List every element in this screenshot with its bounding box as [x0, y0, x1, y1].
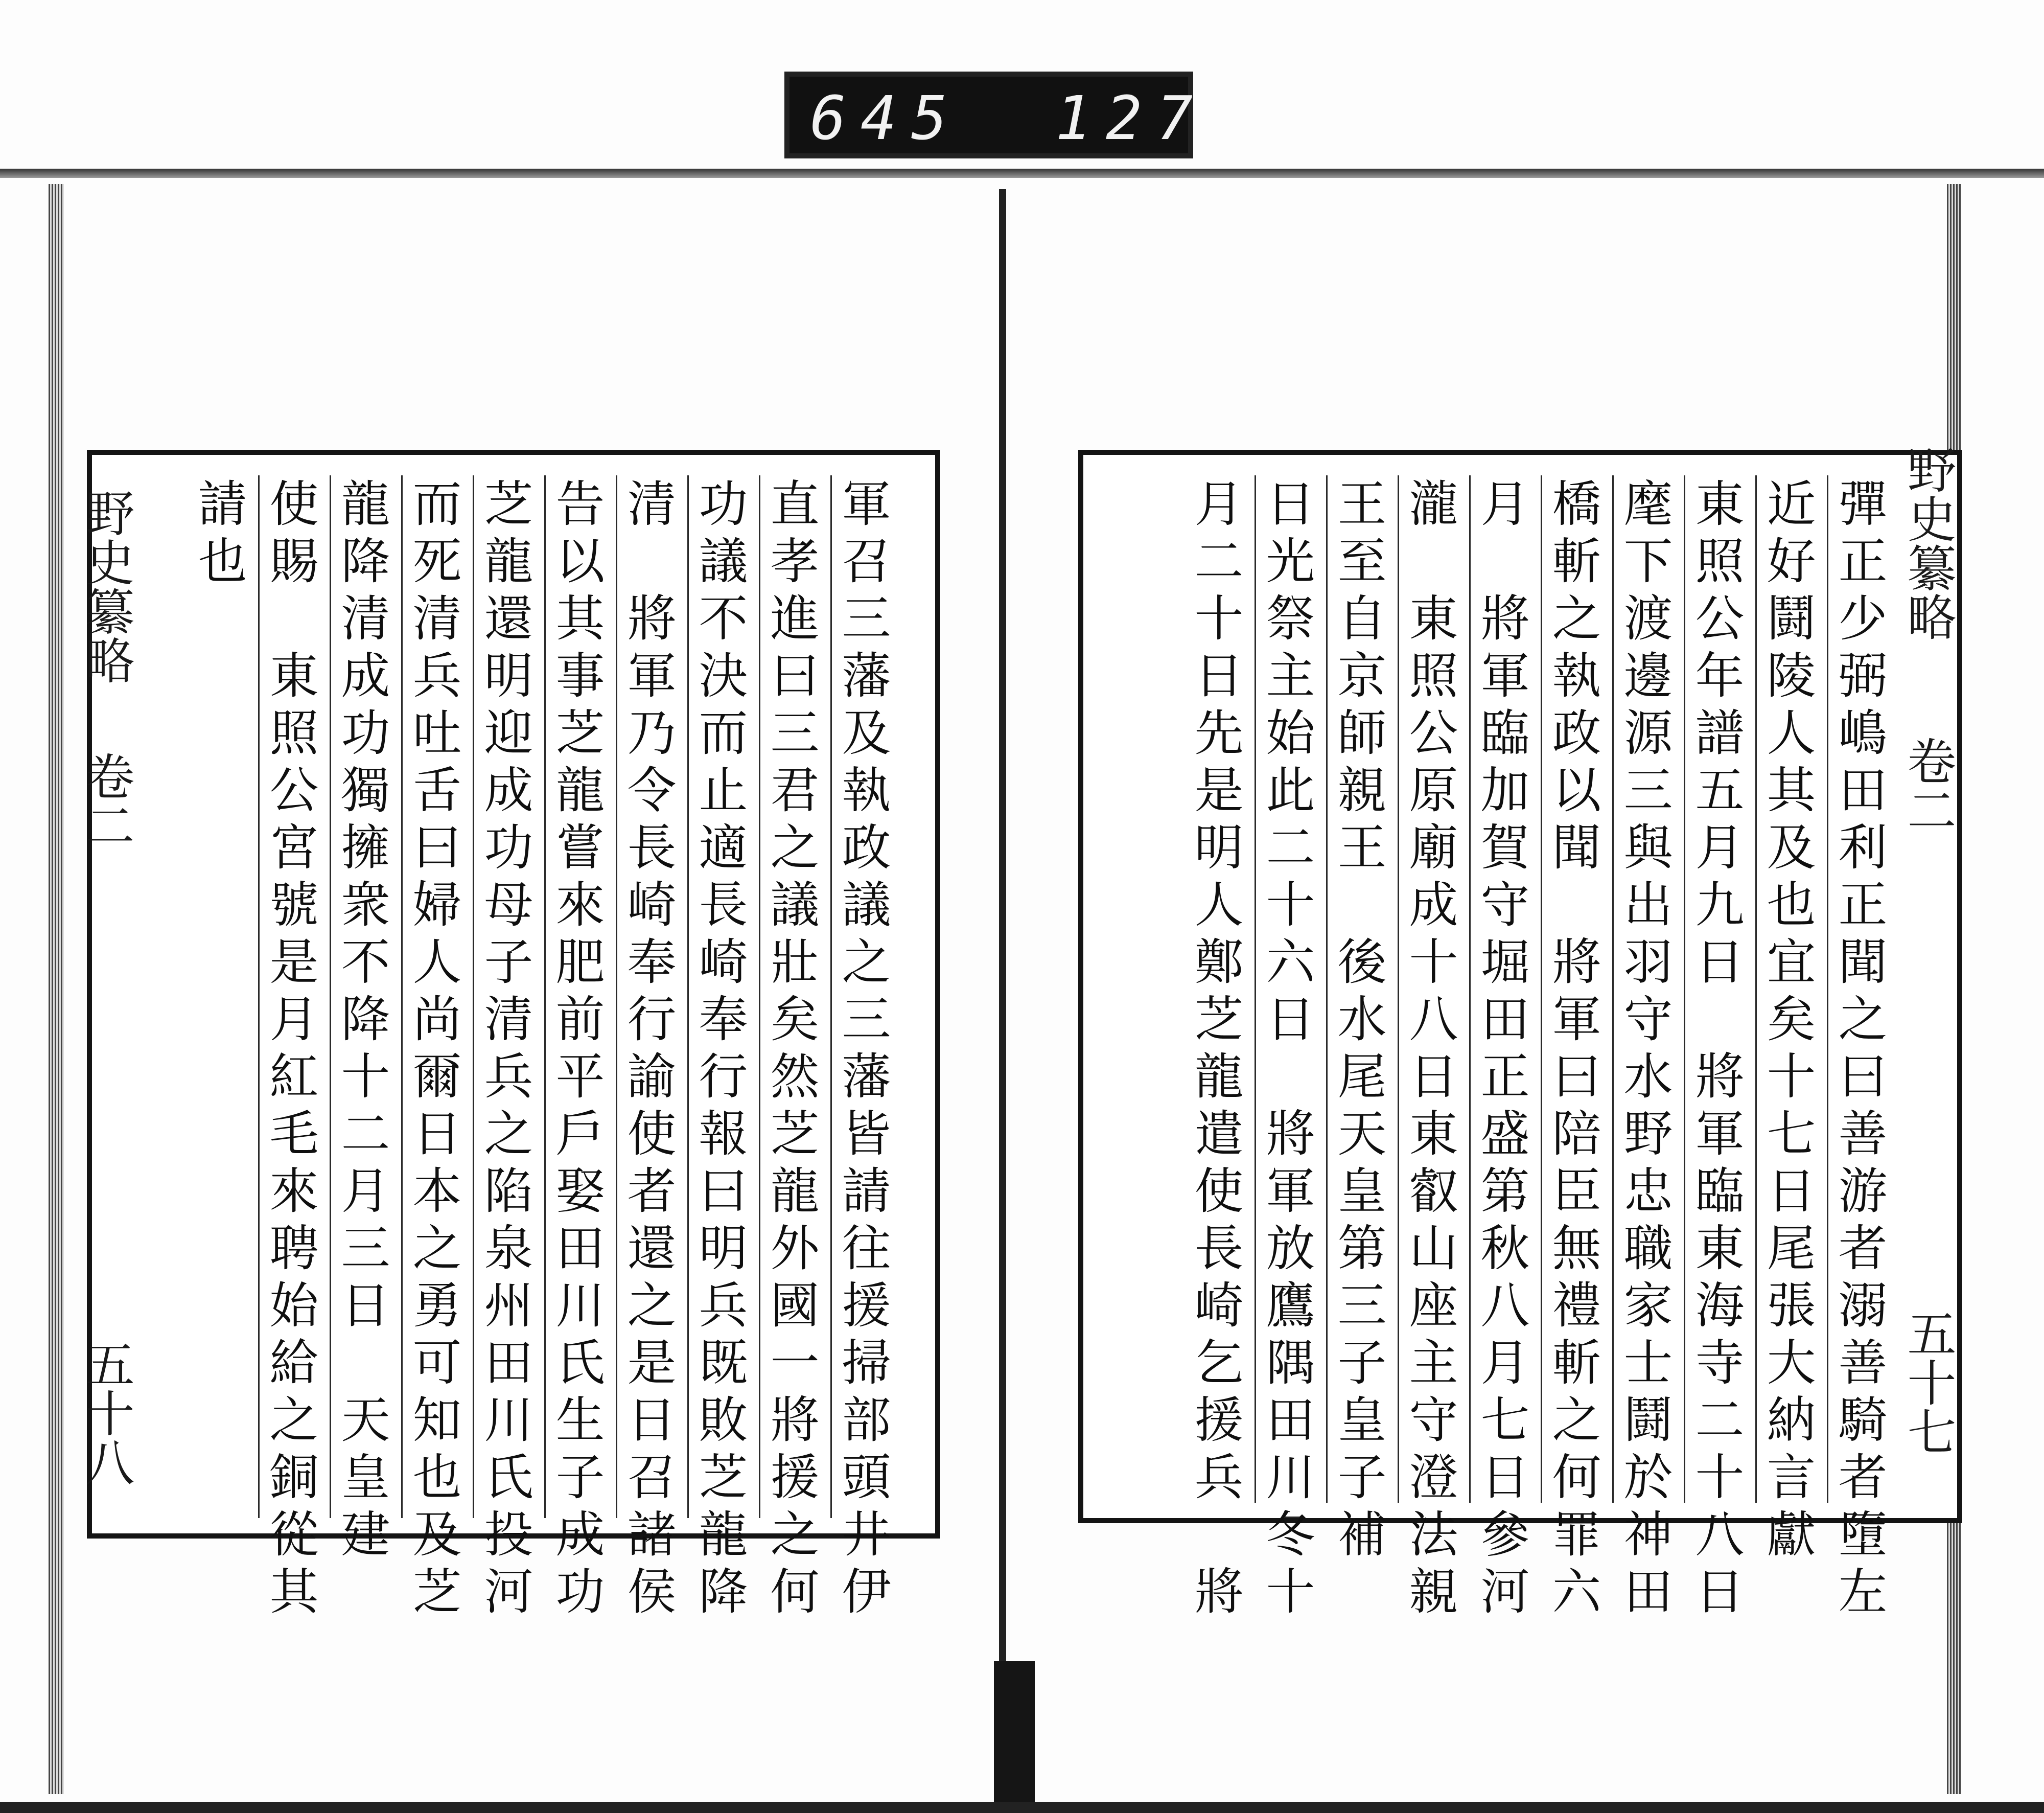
left-page-running-title: 野史纂略 — [78, 488, 135, 684]
column-rule — [473, 475, 474, 1518]
column-rule — [1827, 475, 1828, 1503]
right-text-column-6: 月 將軍臨加賀守堀田正盛第秋八月七日參河 — [1473, 478, 1530, 1623]
film-reel-number: 645 — [810, 83, 962, 153]
right-page-folio-number: 五十七 — [1899, 1309, 1957, 1456]
right-text-column-3: 東照公年譜五月九日 將軍臨東海寺二十八日 — [1687, 478, 1745, 1623]
book-top-edge — [0, 169, 2044, 178]
column-rule — [1612, 475, 1614, 1503]
right-text-column-1: 彈正少弼嶋田利正聞之曰善游者溺善騎者墮左 — [1830, 478, 1888, 1623]
column-rule — [258, 475, 260, 1518]
left-text-column-8: 龍降清成功獨擁衆不降十二月三日 天皇建 — [333, 478, 390, 1566]
right-text-column-8: 王至自京師親王 後水尾天皇第三子皇子補 — [1330, 478, 1387, 1566]
right-text-column-5: 橋斬之執政以聞 將軍曰陪臣無禮斬之何罪六 — [1544, 478, 1601, 1623]
book-left-page-edges — [49, 184, 64, 1794]
column-rule — [330, 475, 331, 1518]
left-text-column-1: 軍召三藩及執政議之三藩皆請往援掃部頭井伊 — [834, 478, 891, 1623]
book-spine-shadow — [994, 1661, 1035, 1813]
right-page-volume-mark: 卷二 — [1899, 736, 1957, 834]
right-text-column-4: 麾下渡邊源三與出羽守水野忠職家士鬪於神田 — [1616, 478, 1673, 1623]
left-text-column-2: 直孝進曰三君之議壯矣然芝龍外國一將援之何 — [762, 478, 820, 1623]
film-frame-label — [784, 72, 1207, 158]
film-frame-number: 127 — [1055, 83, 1207, 153]
column-rule — [759, 475, 760, 1518]
right-page-running-title: 野史纂略 — [1899, 445, 1957, 641]
right-text-column-2: 近好鬪陵人其及也宜矣十七日尾張大納言獻 — [1759, 478, 1816, 1566]
column-rule — [1469, 475, 1471, 1503]
right-text-column-9: 日光祭主始此二十六日 將軍放鷹隅田川冬十 — [1258, 478, 1315, 1623]
right-text-column-10: 月二十日先是明人鄭芝龍遣使長崎乞援兵 將 — [1187, 478, 1244, 1623]
column-rule — [1684, 475, 1685, 1503]
left-text-column-5: 告以其事芝龍嘗來肥前平戶娶田川氏生子成功 — [548, 478, 605, 1623]
column-rule — [1255, 475, 1256, 1503]
left-text-column-10: 請也 — [190, 478, 247, 592]
left-text-column-4: 清 將軍乃令長崎奉行諭使者還之是日召諸侯 — [619, 478, 677, 1623]
column-rule — [1326, 475, 1328, 1503]
column-rule — [616, 475, 617, 1518]
right-text-column-7: 瀧 東照公原廟成十八日東叡山座主守澄法親 — [1401, 478, 1458, 1623]
column-rule — [1755, 475, 1757, 1503]
column-rule — [1398, 475, 1399, 1503]
book-gutter — [999, 189, 1006, 1712]
left-text-column-9: 使賜 東照公宮號是月紅毛來聘始給之銅從其 — [262, 478, 319, 1623]
column-rule — [687, 475, 689, 1518]
scan-bottom-edge — [0, 1802, 2044, 1813]
left-text-column-6: 芝龍還明迎成功母子清兵之陷泉州田川氏投河 — [476, 478, 533, 1623]
left-text-column-7: 而死清兵吐舌曰婦人尚爾日本之勇可知也及芝 — [405, 478, 462, 1623]
column-rule — [401, 475, 403, 1518]
column-rule — [830, 475, 832, 1518]
left-page-volume-mark: 卷二 — [78, 751, 135, 850]
left-page-folio-number: 五十八 — [78, 1339, 135, 1486]
column-rule — [1541, 475, 1542, 1503]
column-rule — [544, 475, 546, 1518]
left-text-column-3: 功議不決而止適長崎奉行報曰明兵既敗芝龍降 — [691, 478, 748, 1623]
